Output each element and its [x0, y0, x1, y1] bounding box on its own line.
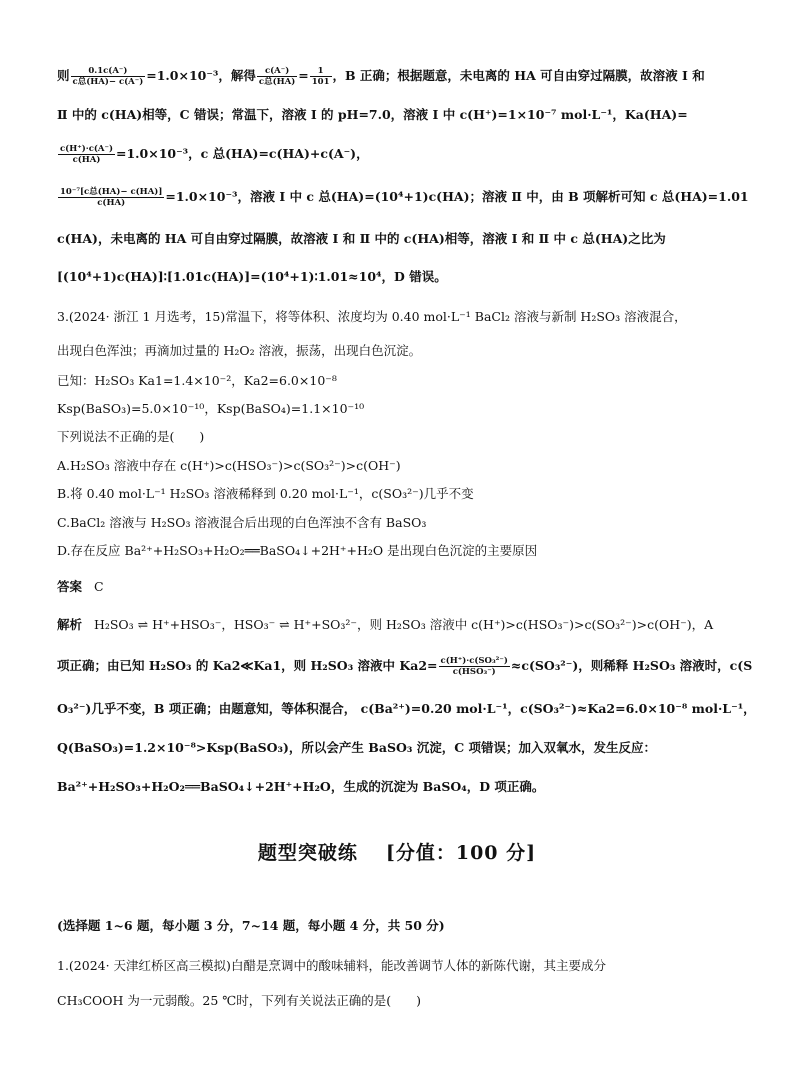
text: ，B 正确；根据题意，未电离的 HA 可自由穿过隔膜，故溶液 Ⅰ 和	[332, 68, 705, 83]
text: =1.0×10⁻³，溶液 Ⅰ 中 c 总(HA)=(10⁴+1)c(HA)；溶液 Ⅱ 中，由 B 项解析可知 c 总(HA)=1.01	[165, 189, 749, 204]
denominator: c(HA)	[97, 198, 126, 208]
fraction	[439, 656, 510, 677]
denominator: c总(HA)	[258, 77, 296, 87]
question-3-stem-line-2: 出现白色浑浊；再滴加过量的 H₂O₂ 溶液，振荡，出现白色沉淀。	[57, 343, 422, 358]
text: ≈c(SO₃²⁻)，则稀释 H₂SO₃ 溶液时，c(S	[510, 658, 753, 673]
analysis-label: 解析	[57, 617, 83, 632]
text: =1.0×10⁻³，c 总(HA)=c(HA)+c(A⁻)，	[116, 146, 369, 161]
fraction	[310, 66, 332, 87]
denominator: c(HSO₃⁻)	[452, 667, 496, 677]
question-3-known-2: Ksp(BaSO₃)=5.0×10⁻¹⁰，Ksp(BaSO₄)=1.1×10⁻¹⁰	[57, 401, 365, 416]
analysis-line-5: Ba²⁺+H₂SO₃+H₂O₂══BaSO₄↓+2H⁺+H₂O，生成的沉淀为 BaSO₄，D 项正确。	[57, 779, 545, 794]
answer-line	[57, 579, 104, 595]
text: 则	[57, 68, 70, 83]
numerator: 0.1c(A⁻)	[71, 66, 146, 77]
numerator: c(A⁻)	[257, 66, 297, 77]
question-3-prompt: 下列说法不正确的是( )	[57, 429, 205, 444]
numerator: 1	[310, 66, 332, 77]
numerator: c(H⁺)·c(SO₃²⁻)	[440, 656, 508, 666]
option-c: C.BaCl₂ 溶液与 H₂SO₃ 溶液混合后出现的白色浑浊不含有 BaSO₃	[57, 515, 427, 530]
numerator: c(H⁺)·c(A⁻)	[60, 144, 113, 154]
option-a: A.H₂SO₃ 溶液中存在 c(H⁺)>c(HSO₃⁻)>c(SO₃²⁻)>c(OH⁻)	[57, 458, 401, 473]
solution-line-1	[57, 66, 705, 87]
analysis-line-2	[57, 656, 752, 677]
question-1-stem-line-2: CH₃COOH 为一元弱酸。25 ℃时，下列有关说法正确的是( )	[57, 993, 422, 1008]
section-score: [分值：100 分]	[385, 842, 537, 864]
answer-label: 答案	[57, 579, 83, 594]
answer-value: C	[93, 579, 104, 594]
text: H₂SO₃ ⇌ H⁺+HSO₃⁻，HSO₃⁻ ⇌ H⁺+SO₃²⁻，则 H₂SO₃ 溶液中 c(H⁺)>c(HSO₃⁻)>c(SO₃²⁻)>c(OH⁻)，A	[93, 617, 714, 632]
solution-line-6: [(10⁴+1)c(HA)]∶[1.01c(HA)]=(10⁴+1)∶1.01≈10⁴，D 错误。	[57, 269, 447, 284]
fraction	[257, 66, 297, 87]
denominator: 101	[311, 77, 330, 87]
section-instructions: (选择题 1~6 题，每小题 3 分，7~14 题，每小题 4 分，共 50 分)	[57, 918, 445, 933]
fraction	[58, 187, 164, 208]
solution-line-5: c(HA)，未电离的 HA 可自由穿过隔膜，故溶液 Ⅰ 和 Ⅱ 中的 c(HA)相等，溶液 Ⅰ 和 Ⅱ 中 c 总(HA)之比为	[57, 231, 666, 246]
option-d: D.存在反应 Ba²⁺+H₂SO₃+H₂O₂══BaSO₄↓+2H⁺+H₂O 是出现白色沉淀的主要原因	[57, 543, 538, 558]
denominator: c总(HA)− c(A⁻)	[72, 77, 144, 87]
text: 项正确；由已知 H₂SO₃ 的 Ka2≪Ka1，则 H₂SO₃ 溶液中 Ka2=	[57, 658, 438, 673]
question-1-stem-line-1: 1.(2024· 天津红桥区高三模拟)白醋是烹调中的酸味辅料，能改善调节人体的新陈代谢，其主要成分	[57, 958, 606, 973]
solution-line-3	[57, 144, 369, 165]
solution-line-2: Ⅱ 中的 c(HA)相等，C 错误；常温下，溶液 Ⅰ 的 pH=7.0，溶液 Ⅰ 中 c(H⁺)=1×10⁻⁷ mol·L⁻¹，Ka(HA)=	[57, 107, 688, 122]
fraction	[58, 144, 115, 165]
numerator: 10⁻⁷[c总(HA)− c(HA)]	[60, 187, 163, 197]
text: =	[298, 68, 309, 83]
option-b: B.将 0.40 mol·L⁻¹ H₂SO₃ 溶液稀释到 0.20 mol·L⁻¹，c(SO₃²⁻)几乎不变	[57, 486, 474, 501]
fraction	[71, 66, 146, 87]
denominator: c(HA)	[72, 155, 101, 165]
section-title-text: 题型突破练	[257, 842, 358, 864]
text: =1.0×10⁻³，解得	[146, 68, 256, 83]
question-3-known-1: 已知：H₂SO₃ Ka1=1.4×10⁻²，Ka2=6.0×10⁻⁸	[57, 373, 337, 388]
section-title	[0, 838, 794, 865]
solution-line-4	[57, 187, 749, 208]
analysis-line-1	[57, 617, 713, 633]
analysis-line-4: Q(BaSO₃)=1.2×10⁻⁸>Ksp(BaSO₃)，所以会产生 BaSO₃ 沉淀，C 项错误；加入双氧水，发生反应：	[57, 740, 656, 755]
analysis-line-3: O₃²⁻)几乎不变，B 项正确；由题意知，等体积混合， c(Ba²⁺)=0.20 mol·L⁻¹，c(SO₃²⁻)≈Ka2=6.0×10⁻⁸ mol·L⁻¹，	[57, 701, 756, 716]
question-3-stem-line-1: 3.(2024· 浙江 1 月选考，15)常温下，将等体积、浓度均为 0.40 mol·L⁻¹ BaCl₂ 溶液与新制 H₂SO₃ 溶液混合，	[57, 309, 687, 324]
